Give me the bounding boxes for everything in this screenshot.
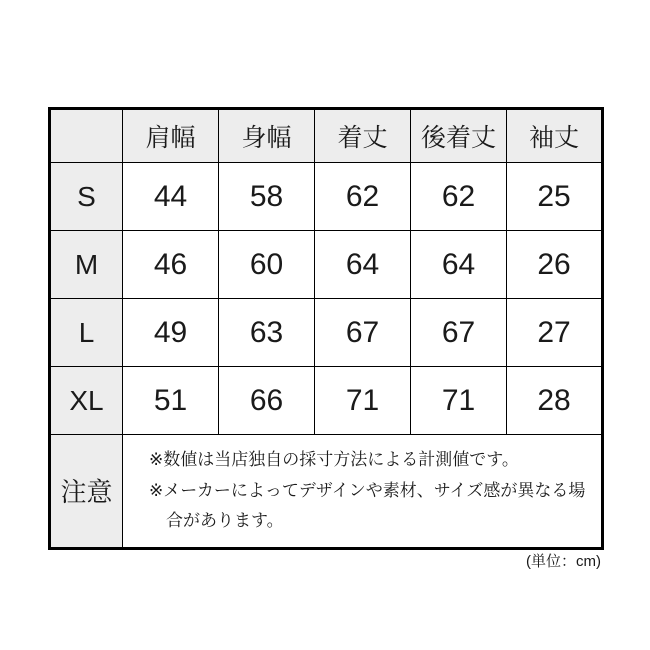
col-header-body-width: 身幅	[219, 109, 315, 163]
row-label-l: L	[50, 299, 123, 367]
cell-s-sleeve: 25	[507, 163, 603, 231]
cell-xl-body: 66	[219, 367, 315, 435]
col-header-back-length: 後着丈	[411, 109, 507, 163]
cell-m-back-length: 64	[411, 231, 507, 299]
cell-l-back-length: 67	[411, 299, 507, 367]
cell-s-length: 62	[315, 163, 411, 231]
cell-s-shoulder: 44	[123, 163, 219, 231]
cell-m-shoulder: 46	[123, 231, 219, 299]
header-row	[50, 109, 603, 163]
cell-l-sleeve: 27	[507, 299, 603, 367]
cell-l-shoulder: 49	[123, 299, 219, 367]
cell-xl-length: 71	[315, 367, 411, 435]
cell-xl-back-length: 71	[411, 367, 507, 435]
note-line-measurement: ※数値は当店独自の採寸方法による計測値です。	[149, 450, 519, 469]
table-row-xl	[50, 367, 603, 435]
table-row-l	[50, 299, 603, 367]
row-label-xl: XL	[50, 367, 123, 435]
row-label-s: S	[50, 163, 123, 231]
cell-m-body: 60	[219, 231, 315, 299]
corner-cell	[50, 109, 123, 163]
col-header-shoulder-width: 肩幅	[123, 109, 219, 163]
unit-caption: (単位：cm)	[526, 553, 601, 570]
cell-s-body: 58	[219, 163, 315, 231]
note-label: 注意	[50, 435, 123, 549]
cell-s-back-length: 62	[411, 163, 507, 231]
cell-m-sleeve: 26	[507, 231, 603, 299]
row-label-m: M	[50, 231, 123, 299]
cell-l-body: 63	[219, 299, 315, 367]
cell-xl-sleeve: 28	[507, 367, 603, 435]
col-header-length: 着丈	[315, 109, 411, 163]
size-table	[48, 107, 604, 550]
cell-xl-shoulder: 51	[123, 367, 219, 435]
note-cell	[123, 435, 603, 549]
cell-m-length: 64	[315, 231, 411, 299]
note-line-maker: ※メーカーによってデザインや素材、サイズ感が異なる場合があります。	[149, 480, 586, 531]
table-row-m	[50, 231, 603, 299]
table-row-s	[50, 163, 603, 231]
note-row	[50, 435, 603, 549]
cell-l-length: 67	[315, 299, 411, 367]
col-header-sleeve-length: 袖丈	[507, 109, 603, 163]
